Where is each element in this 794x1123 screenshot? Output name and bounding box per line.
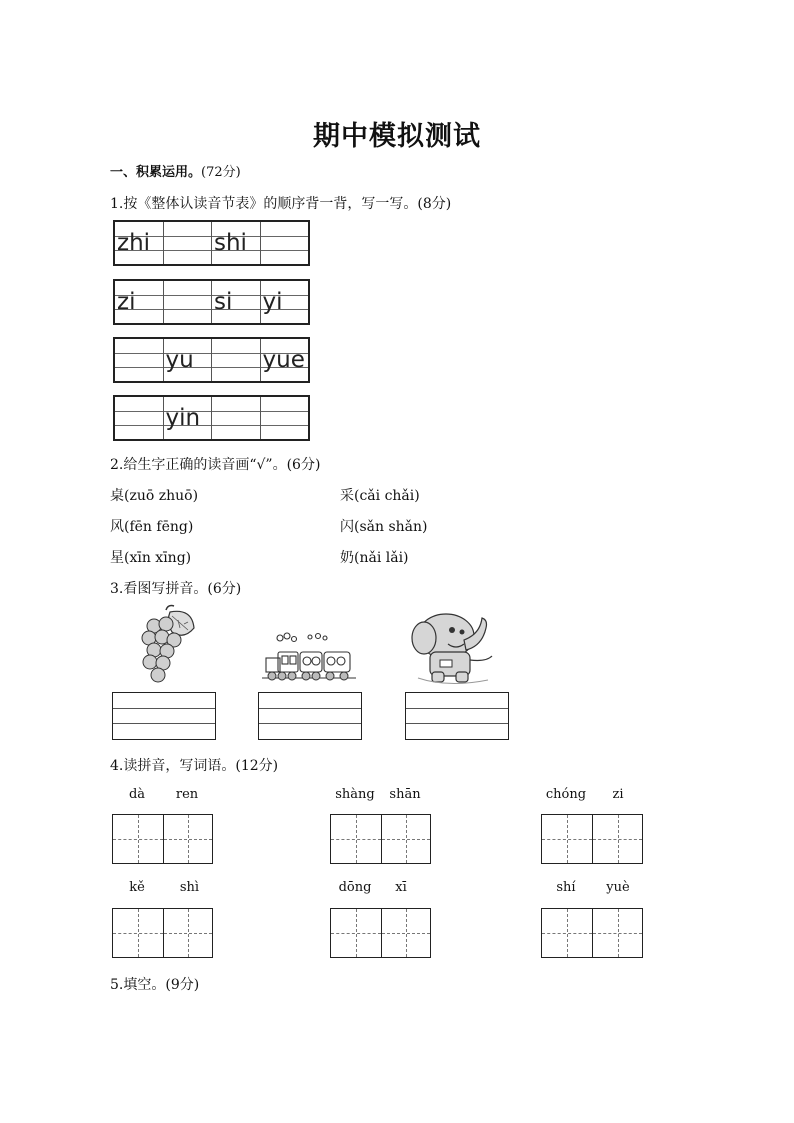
q2-item[interactable]: 星(xīn xīng)	[110, 550, 192, 566]
pinyin-cell[interactable]	[163, 339, 212, 381]
pinyin-label: shí	[556, 880, 576, 895]
train-icon	[260, 630, 358, 686]
elephant-icon	[408, 610, 498, 686]
pinyin-answer-box[interactable]	[258, 692, 362, 740]
pinyin-label: xī	[395, 880, 407, 895]
q2-item[interactable]: 奶(nǎi lǎi)	[340, 550, 409, 566]
pinyin-syllable: shi	[214, 230, 247, 256]
pinyin-cell[interactable]	[260, 397, 309, 439]
pinyin-cell[interactable]	[260, 339, 309, 381]
question-3: 3.看图写拼音。(6分)	[110, 581, 242, 597]
q2-item[interactable]: 采(cǎi chǎi)	[340, 488, 420, 504]
pinyin-cell[interactable]	[115, 339, 163, 381]
pinyin-syllable: si	[214, 289, 233, 315]
pinyin-label: dōng	[338, 880, 372, 895]
pinyin-label: yuè	[606, 880, 630, 895]
grapes-icon	[136, 602, 198, 684]
question-4: 4.读拼音，写词语。(12分)	[110, 758, 279, 774]
page-title: 期中模拟测试	[313, 121, 481, 152]
pinyin-label: zi	[612, 787, 624, 802]
section-score: (72分)	[201, 165, 241, 180]
q2-item[interactable]: 风(fēn fēng)	[110, 519, 194, 535]
pinyin-cell[interactable]	[260, 222, 309, 264]
pinyin-grid-row[interactable]	[113, 337, 310, 383]
pinyin-answer-box[interactable]	[112, 692, 216, 740]
pinyin-syllable: zi	[117, 289, 136, 315]
pinyin-label: shì	[179, 880, 200, 895]
pinyin-cell[interactable]	[163, 397, 212, 439]
tianzige-box[interactable]	[541, 814, 643, 864]
question-1: 1.按《整体认读音节表》的顺序背一背，写一写。(8分)	[110, 196, 452, 212]
section-heading	[110, 161, 241, 180]
pinyin-cell[interactable]	[115, 222, 163, 264]
pinyin-label: chóng	[545, 787, 587, 802]
pinyin-syllable: yue	[262, 347, 305, 373]
q2-item[interactable]: 桌(zuō zhuō)	[110, 488, 199, 504]
pinyin-cell[interactable]	[115, 281, 163, 323]
pinyin-cell[interactable]	[163, 222, 212, 264]
tianzige-box[interactable]	[112, 814, 213, 864]
pinyin-answer-box[interactable]	[405, 692, 509, 740]
pinyin-syllable: yi	[262, 289, 283, 315]
section-label: 一、积累运用。	[110, 165, 202, 180]
pinyin-grid-row[interactable]	[113, 395, 310, 441]
pinyin-label: kě	[129, 880, 145, 895]
pinyin-syllable: yu	[165, 347, 194, 373]
pinyin-syllable: zhi	[117, 230, 151, 256]
tianzige-box[interactable]	[112, 908, 213, 958]
pinyin-label: shàng	[335, 787, 375, 802]
tianzige-box[interactable]	[541, 908, 643, 958]
question-2: 2.给生字正确的读音画“√”。(6分)	[110, 457, 321, 473]
pinyin-cell[interactable]	[211, 339, 260, 381]
pinyin-cell[interactable]	[211, 222, 260, 264]
pinyin-syllable: yin	[165, 405, 201, 431]
pinyin-label: dà	[128, 787, 146, 802]
pinyin-cell[interactable]	[211, 397, 260, 439]
pinyin-cell[interactable]	[163, 281, 212, 323]
pinyin-grid-row[interactable]	[113, 279, 310, 325]
pinyin-cell[interactable]	[211, 281, 260, 323]
question-5: 5.填空。(9分)	[110, 977, 200, 993]
q2-item[interactable]: 闪(sǎn shǎn)	[340, 519, 428, 535]
pinyin-cell[interactable]	[260, 281, 309, 323]
pinyin-label: ren	[175, 787, 199, 802]
tianzige-box[interactable]	[330, 814, 431, 864]
tianzige-box[interactable]	[330, 908, 431, 958]
pinyin-cell[interactable]	[115, 397, 163, 439]
pinyin-label: shān	[389, 787, 421, 802]
pinyin-grid-row[interactable]	[113, 220, 310, 266]
